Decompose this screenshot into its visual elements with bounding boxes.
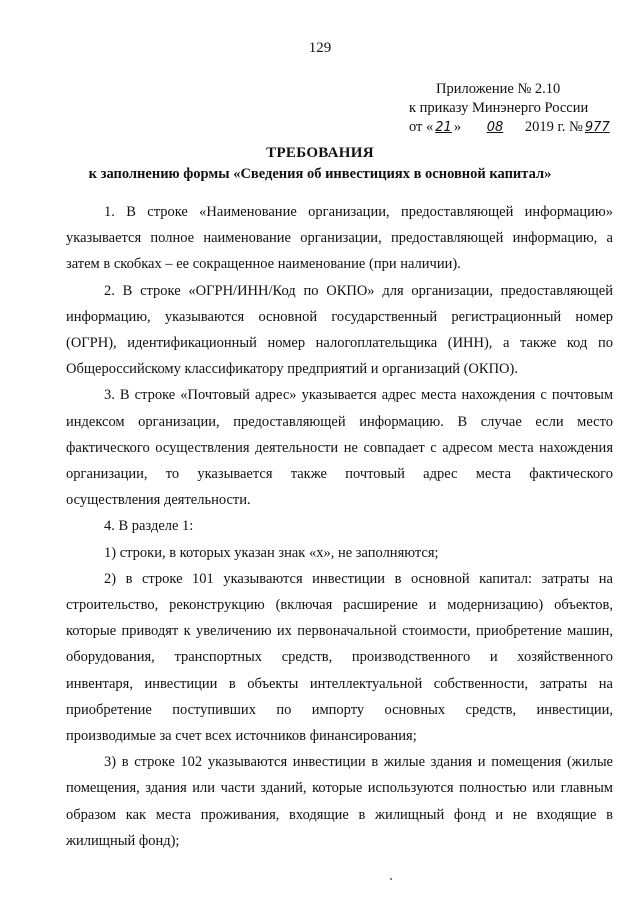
paragraph-7 (66, 749, 613, 854)
text-line: приобретение поступивших по импорту основных средств, инвестиции, (66, 701, 613, 718)
appendix-date-line (409, 118, 624, 137)
text-line: (ОГРН), идентификационный номер налогоплательщика (ИНН), а также код по (66, 335, 613, 352)
paragraph-3 (66, 382, 613, 513)
handwritten-order-number: 977 (584, 120, 610, 135)
text-line: оборудования, транспортных средств, производственного и хозяйственного (66, 649, 613, 666)
text-line: индексом организации, предоставляющей информацию. В случае если место (66, 413, 613, 430)
text-line: производимые за счет всех источников финансирования; (66, 728, 417, 745)
text-line: осуществления деятельности. (66, 492, 251, 509)
text-line: строительство, реконструкцию (включая расширение и модернизацию) объектов, (66, 597, 613, 614)
document-subtitle: к заполнению формы «Сведения об инвестициях в основной капитал» (88, 166, 552, 182)
text-line: помещения, здания или части зданий, которые используются полностью или главным (66, 780, 613, 797)
text-line: 1. В строке «Наименование организации, предоставляющей информацию» (104, 204, 613, 220)
handwritten-day: 21 (435, 120, 452, 135)
handwritten-month: 08 (486, 120, 504, 135)
page-number: 129 (308, 40, 332, 56)
text-line: фактического осуществления деятельности не совпадает с адресом места нахождения (66, 439, 613, 456)
date-year: 2019 г. № (524, 119, 583, 135)
text-line: образом как места проживания, входящие в жилищный фонд и не входящие в (66, 806, 613, 823)
scan-speck (390, 878, 392, 880)
text-line: Общероссийскому классификатору предприятий и организаций (ОКПО). (66, 361, 518, 378)
text-line: 2. В строке «ОГРН/ИНН/Код по ОКПО» для организации, предоставляющей (104, 282, 613, 299)
text-line: 3) в строке 102 указываются инвестиции в жилые здания и помещения (жилые (104, 754, 613, 771)
text-line: инвентаря, инвестиции в объекты интеллектуальной собственности, затраты на (66, 675, 613, 692)
text-line: 4. В разделе 1: (104, 518, 194, 535)
date-prefix: от « (409, 119, 434, 135)
text-line: 3. В строке «Почтовый адрес» указывается адрес места нахождения с почтовым (104, 387, 613, 404)
text-line: которые приводят к увеличению их первоначальной стоимости, приобретение машин, (66, 623, 613, 640)
appendix-block (409, 80, 624, 137)
text-line: затем в скобках – ее сокращенное наименование (при наличии). (66, 256, 461, 273)
document-title: ТРЕБОВАНИЯ (266, 145, 374, 161)
text-line: 1) строки, в которых указан знак «х», не заполняются; (104, 544, 439, 561)
appendix-order-ref: к приказу Минэнерго России (409, 100, 589, 116)
appendix-title: Приложение № 2.10 (436, 81, 561, 97)
date-mid: » (453, 119, 462, 135)
text-line: информацию, указываются основной государственный регистрационный номер (66, 308, 613, 325)
text-line: 2) в строке 101 указываются инвестиции в основной капитал: затраты на (104, 570, 613, 587)
document-body (66, 199, 613, 854)
paragraph-1 (66, 199, 613, 278)
paragraph-5 (66, 540, 613, 566)
text-line: указывается полное наименование организации, предоставляющей информацию, а (66, 230, 613, 247)
text-line: организации, то указывается также почтовый адрес места фактического (66, 466, 613, 483)
paragraph-4 (66, 513, 613, 539)
text-line: жилищный фонд); (66, 832, 180, 849)
paragraph-2 (66, 278, 613, 383)
paragraph-6 (66, 566, 613, 749)
